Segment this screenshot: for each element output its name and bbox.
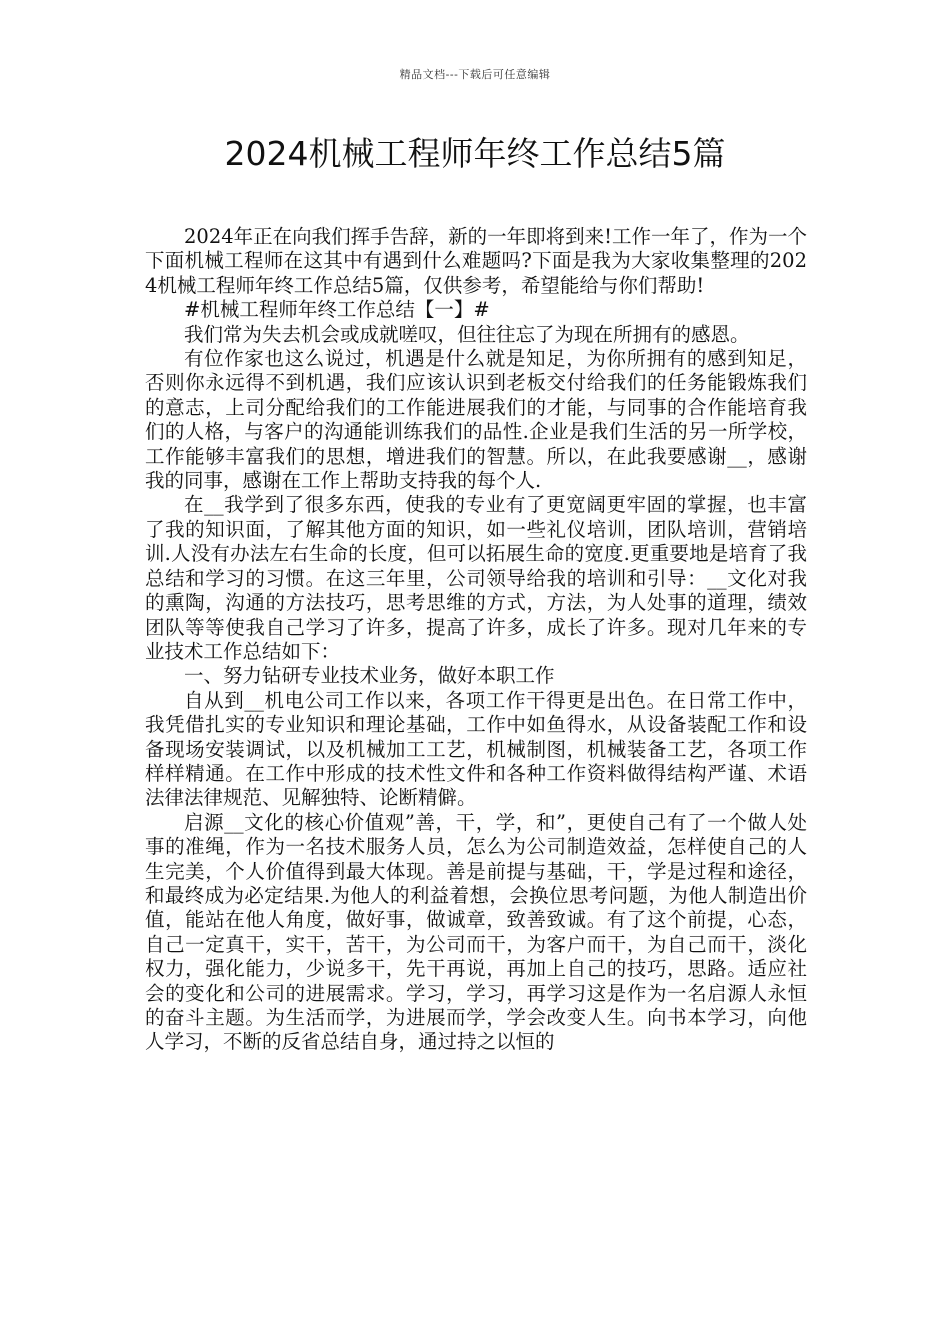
- body-paragraph: 在__我学到了很多东西，使我的专业有了更宽阔更牢固的掌握，也丰富了我的知识面，了解其他方面的知识，如一些礼仪培训，团队培训，营销培训.人没有办法左右生命的长度，但可以拓展生命的宽度.更重要地是培育了我总结和学习的习惯。在这三年里，公司领导给我的培训和引导：__文化对我的熏陶，沟通的方法技巧，思考思维的方式，方法，为人处事的道理，绩效团队等等使我自己学习了许多，提高了许多，成长了许多。现对几年来的专业技术工作总结如下：: [145, 493, 807, 663]
- section-heading-one: #机械工程师年终工作总结【一】#: [184, 298, 490, 322]
- body-paragraph: 自从到__机电公司工作以来，各项工作干得更是出色。在日常工作中，我凭借扎实的专业知识和理论基础，工作中如鱼得水，从设备装配工作和设备现场安装调试，以及机械加工工艺，机械制图，机械装备工艺，各项工作样样精通。在工作中形成的技术性文件和各种工作资料做得结构严谨、术语法律法律规范、见解独特、论断精僻。: [145, 688, 807, 810]
- document-body: [145, 225, 807, 1055]
- body-paragraph: 启源__文化的核心价值观”善，干，学，和”，更使自己有了一个做人处事的准绳，作为一名技术服务人员，怎么为公司制造效益，怎样使自己的人生完美，个人价值得到最大体现。善是前提与基础，干，学是过程和途径，和最终成为必定结果.为他人的利益着想，会换位思考问题，为他人制造出价值，能站在他人角度，做好事，做诚章，致善致诚。有了这个前提，心态，自己一定真干，实干，苦干，为公司而干，为客户而干，为自己而干，淡化权力，强化能力，少说多干，先干再说，再加上自己的技巧，思路。适应社会的变化和公司的进展需求。学习，学习，再学习这是作为一名启源人永恒的奋斗主题。为生活而学，为进展而学，学会改变人生。向书本学习，向他人学习，不断的反省总结自身，通过持之以恒的: [145, 810, 807, 1054]
- page-header-note: 精品文档---下载后可任意编辑: [399, 68, 551, 81]
- intro-paragraph: 2024年正在向我们挥手告辞，新的一年即将到来!工作一年了，作为一个下面机械工程师在这其中有遇到什么难题吗?下面是我为大家收集整理的2024机械工程师年终工作总结5篇，仅供参考，希望能给与你们帮助!: [145, 225, 807, 297]
- body-paragraph: 有位作家也这么说过，机遇是什么就是知足，为你所拥有的感到知足，否则你永远得不到机遇，我们应该认识到老板交付给我们的任务能锻炼我们的意志，上司分配给我们的工作能进展我们的才能，与同事的合作能培育我们的人格，与客户的沟通能训练我们的品性.企业是我们生活的另一所学校，工作能够丰富我们的思想，增进我们的智慧。所以，在此我要感谢__，感谢我的同事，感谢在工作上帮助支持我的每个人.: [145, 347, 807, 493]
- subsection-heading: 一、努力钻研专业技术业务，做好本职工作: [184, 664, 555, 688]
- body-paragraph: 我们常为失去机会或成就嗟叹，但往往忘了为现在所拥有的感恩。: [184, 322, 750, 346]
- document-title: 2024机械工程师年终工作总结5篇: [224, 134, 726, 173]
